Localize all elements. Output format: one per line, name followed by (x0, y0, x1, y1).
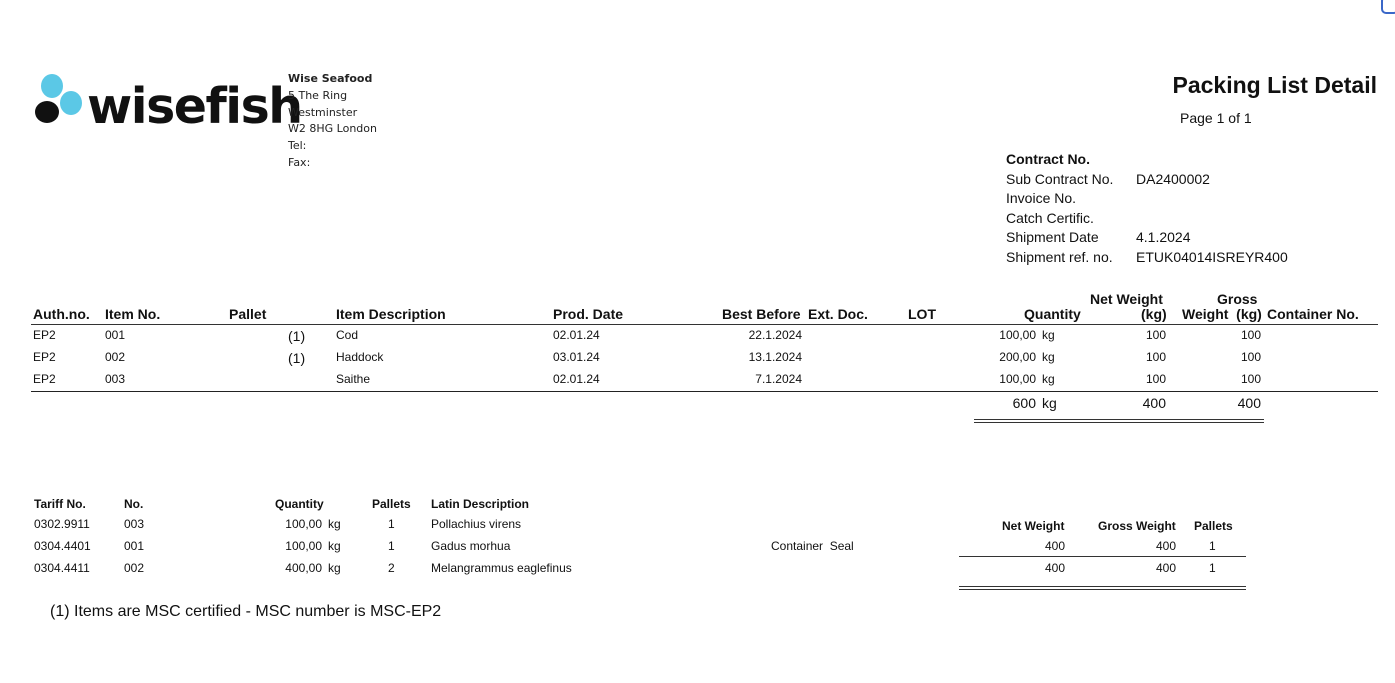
double-underline (974, 419, 1264, 420)
expand-icon[interactable] (1381, 0, 1395, 14)
cell-auth: EP2 (33, 372, 56, 386)
tariff-cell: kg (328, 539, 341, 553)
cell-best: 13.1.2024 (748, 350, 802, 364)
cell-best: 22.1.2024 (748, 328, 802, 342)
header-net-weight: Net Weight (1090, 291, 1163, 307)
contract-row (1006, 248, 1288, 268)
cell-pallet: (1) (288, 328, 306, 344)
total-unit: kg (1042, 395, 1057, 411)
tariff-cell: 1 (388, 539, 395, 553)
cell-item: 001 (105, 328, 126, 342)
totals-divider (31, 391, 1378, 392)
cell-prod: 02.01.24 (553, 372, 600, 386)
cell-net: 100 (1145, 350, 1166, 364)
container-cell: 400 (1044, 539, 1065, 553)
tariff-cell: 001 (124, 539, 145, 553)
cell-item: 003 (105, 372, 126, 386)
page-current: 1 (1216, 110, 1225, 126)
contract-row (1006, 189, 1288, 209)
header-prod-date: Prod. Date (553, 306, 624, 322)
contract-info (1006, 150, 1288, 268)
cell-best: 7.1.2024 (755, 372, 802, 386)
header-pallet: Pallet (229, 306, 267, 322)
document-title: Packing List Detail (1172, 72, 1377, 98)
header-lot: LOT (908, 306, 936, 322)
company-address (288, 71, 377, 172)
cell-auth: EP2 (33, 350, 56, 364)
tariff-cell: Pollachius virens (431, 517, 522, 531)
tariff-cell: 002 (124, 561, 145, 575)
cell-unit: kg (1042, 372, 1055, 386)
total-net: 400 (1142, 395, 1166, 411)
cell-desc: Cod (336, 328, 359, 342)
page-label: Page (1180, 110, 1213, 126)
contract-label: Sub Contract No. (1006, 170, 1114, 187)
address-fax: Fax: (288, 155, 311, 169)
contract-label: Catch Certific. (1006, 209, 1094, 226)
tariff-header-quantity: Quantity (275, 497, 324, 511)
cell-net: 100 (1145, 328, 1166, 342)
container-header-gross: Gross Weight (1098, 519, 1176, 533)
cell-unit: kg (1042, 328, 1055, 342)
tariff-cell: 100,00 (285, 517, 322, 531)
cell-gross: 100 (1240, 328, 1261, 342)
address-line: W2 8HG London (288, 122, 377, 136)
contract-value: DA2400002 (1136, 170, 1210, 187)
cell-net: 100 (1145, 372, 1166, 386)
tariff-cell: 2 (388, 561, 395, 575)
container-header-pallets: Pallets (1194, 519, 1233, 533)
header-divider (31, 324, 1378, 325)
wisefish-logo-icon (32, 72, 92, 132)
page-indicator (1180, 110, 1252, 126)
header-quantity: Quantity (1024, 306, 1081, 322)
total-gross: 400 (1237, 395, 1261, 411)
address-tel: Tel: (288, 139, 307, 153)
tariff-cell: kg (328, 561, 341, 575)
cell-qty: 100,00 (999, 328, 1036, 342)
tariff-cell: Gadus morhua (431, 539, 511, 553)
contract-heading: Contract No. (1006, 151, 1090, 167)
cell-gross: 100 (1240, 350, 1261, 364)
tariff-header-tariff: Tariff No. (34, 497, 86, 511)
double-underline (974, 422, 1264, 423)
tariff-cell: Melangrammus eaglefinus (431, 561, 572, 575)
cell-pallet: (1) (288, 350, 306, 366)
cell-unit: kg (1042, 350, 1055, 364)
cell-auth: EP2 (33, 328, 56, 342)
tariff-cell: 100,00 (285, 539, 322, 553)
header-best-before: Best Before (722, 306, 801, 322)
page-total: 1 (1243, 110, 1252, 126)
header-ext-doc: Ext. Doc. (808, 306, 868, 322)
container-double-underline (959, 589, 1246, 590)
container-cell: 1 (1209, 539, 1216, 553)
container-divider (959, 556, 1246, 557)
contract-label: Shipment Date (1006, 229, 1099, 246)
container-cell: 400 (1155, 539, 1176, 553)
tariff-cell: 400,00 (285, 561, 322, 575)
cell-qty: 200,00 (999, 350, 1036, 364)
container-cell: 1 (1209, 561, 1216, 575)
header-item-description: Item Description (336, 306, 446, 322)
contract-row (1006, 228, 1288, 248)
header-auth-no: Auth.no. (33, 306, 90, 322)
container-cell: 400 (1155, 561, 1176, 575)
cell-desc: Saithe (336, 372, 371, 386)
company-name: Wise Seafood (288, 72, 373, 85)
container-double-underline (959, 586, 1246, 587)
cell-prod: 03.01.24 (553, 350, 600, 364)
tariff-header-latin: Latin Description (431, 497, 530, 511)
container-seal-label: Container Seal (771, 539, 854, 553)
cell-prod: 02.01.24 (553, 328, 600, 342)
tariff-header-pallets: Pallets (372, 497, 411, 511)
logo-wordmark: wisefish (87, 78, 302, 135)
total-qty: 600 (1012, 395, 1036, 411)
container-cell: 400 (1044, 561, 1065, 575)
tariff-cell: 1 (388, 517, 395, 531)
cell-gross: 100 (1240, 372, 1261, 386)
address-line: 5 The Ring (288, 88, 348, 102)
contract-row (1006, 209, 1288, 229)
tariff-cell: 0304.4411 (34, 561, 90, 575)
tariff-cell: kg (328, 517, 341, 531)
cell-desc: Haddock (336, 350, 384, 364)
header-gross-weight-unit: Weight (kg) (1182, 306, 1262, 322)
container-header-net: Net Weight (1002, 519, 1065, 533)
contract-label: Invoice No. (1006, 190, 1077, 207)
cell-qty: 100,00 (999, 372, 1036, 386)
contract-value: 4.1.2024 (1136, 229, 1191, 246)
page-of: of (1228, 110, 1240, 126)
header-net-weight-unit: (kg) (1141, 306, 1167, 322)
msc-footnote: (1) Items are MSC certified - MSC number is MSC-EP2 (50, 603, 442, 620)
cell-item: 002 (105, 350, 126, 364)
header-item-no: Item No. (105, 306, 161, 322)
contract-value: ETUK04014ISREYR400 (1136, 248, 1288, 265)
contract-label: Shipment ref. no. (1006, 248, 1113, 265)
header-container-no: Container No. (1267, 306, 1359, 322)
header-gross: Gross (1217, 291, 1258, 307)
tariff-cell: 003 (124, 517, 145, 531)
tariff-header-no: No. (124, 497, 144, 511)
tariff-cell: 0304.4401 (34, 539, 91, 553)
address-line: Westminster (288, 105, 358, 119)
tariff-cell: 0302.9911 (34, 517, 90, 531)
contract-row (1006, 170, 1288, 190)
